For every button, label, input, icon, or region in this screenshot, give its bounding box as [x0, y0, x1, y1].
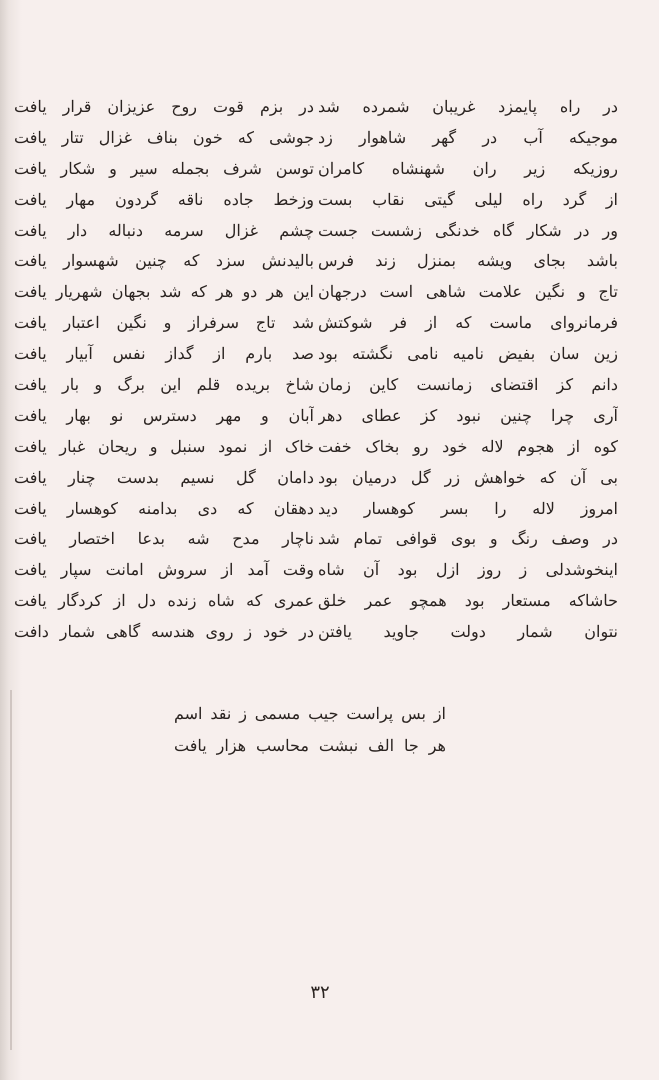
verse-line: شاخ بریده قلم این برگ و بار یافت [14, 375, 314, 395]
verse-line: کوه از هجوم لاله خود رو بخاک خفت [318, 436, 618, 456]
verse-line: باشد بجای ویشه بمنزل زند فرس [318, 251, 618, 271]
verse-line: فرمانروای ماست که از فر شوکتش [318, 313, 618, 333]
verse-line: صد بارم از گداز نفس آبیار یافت [14, 344, 314, 364]
verse-line: تاج و نگین علامت شاهی است درجهان [318, 282, 618, 302]
verse-line: در خود ز روی هندسه گاهی شمار دافت [14, 622, 314, 642]
verse-line: نتوان شمار دولت جاوید یافتن [318, 622, 618, 642]
verse-line: بالیدنش سزد که چنین شهسوار یافت [14, 251, 314, 271]
verse-line: دهقان که دی بدامنه کوهسار یافت [14, 498, 314, 518]
verse-line: بی آن که خواهش زر گل درمیان بود [318, 467, 618, 487]
verse-line: روزیکه زیر ران شهنشاه کامران [318, 158, 618, 178]
page-number: ۳۲ [310, 982, 330, 1003]
verse-line: موجیکه آب در گهر شاهوار زد [318, 127, 618, 147]
poem-right-column [318, 92, 618, 648]
verse-line: ناچار مدح شه بدعا اختصار یافت [14, 529, 314, 549]
verse-line: آری چرا چنین نبود کز عطای دهر [318, 405, 618, 425]
verse-line: چشم غزال سرمه دنباله دار یافت [14, 220, 314, 240]
verse-line: امروز لاله را بسر کوهسار دید [318, 498, 618, 518]
verse-line: عمری که شاه زنده دل از کردگار یافت [14, 591, 314, 611]
verse-line: جوشی که خون بناف غزال تتار یافت [14, 127, 314, 147]
verse-line: خاک از نمود سنبل و ریحان غبار یافت [14, 436, 314, 456]
verse-line: دامان گل نسیم بدست چنار یافت [14, 467, 314, 487]
verse-line: اینخوشدلی ز روز ازل بود آن شاه [318, 560, 618, 580]
verse-line: زین سان بفیض نامیه نامی نگشته بود [318, 344, 618, 364]
verse-line: در راه پایمزد غریبان شمرده شد [318, 97, 618, 116]
verse-line: از گرد راه لیلی گیتی نقاب بست [318, 189, 618, 209]
verse-line: دانم کز اقتضای زمانست کاین زمان [318, 375, 618, 395]
poem-left-column [14, 92, 314, 648]
closing-verse-line: از بس پراست جیب مسمی ز نقد اسم [174, 704, 446, 723]
verse-line: آبان و مهر دسترس نو بهار یافت [14, 405, 314, 425]
closing-verse-line: هر جا الف نبشت محاسب هزار یافت [174, 736, 446, 755]
closing-couplet [174, 698, 446, 762]
verse-line: حاشاکه مستعار بود همچو عمر خلق [318, 591, 618, 611]
verse-line: وزخط جاده ناقه گردون مهار یافت [14, 189, 314, 209]
verse-line: وقت آمد از سروش امانت سپار یافت [14, 560, 314, 580]
verse-line: شد تاج سرفراز و نگین اعتبار یافت [14, 313, 314, 333]
verse-line: توسن شرف بجمله سیر و شکار یافت [14, 158, 314, 178]
gutter-shadow [10, 690, 12, 1050]
verse-line: ور در شکار گاه خدنگی زشست جست [318, 220, 618, 240]
verse-line: در بزم قوت روح عزیزان قرار یافت [14, 97, 314, 116]
verse-line: این هر دو هر که شد بجهان شهریار یافت [14, 282, 314, 302]
verse-line: در وصف رنگ و بوی قوافی تمام شد [318, 529, 618, 549]
